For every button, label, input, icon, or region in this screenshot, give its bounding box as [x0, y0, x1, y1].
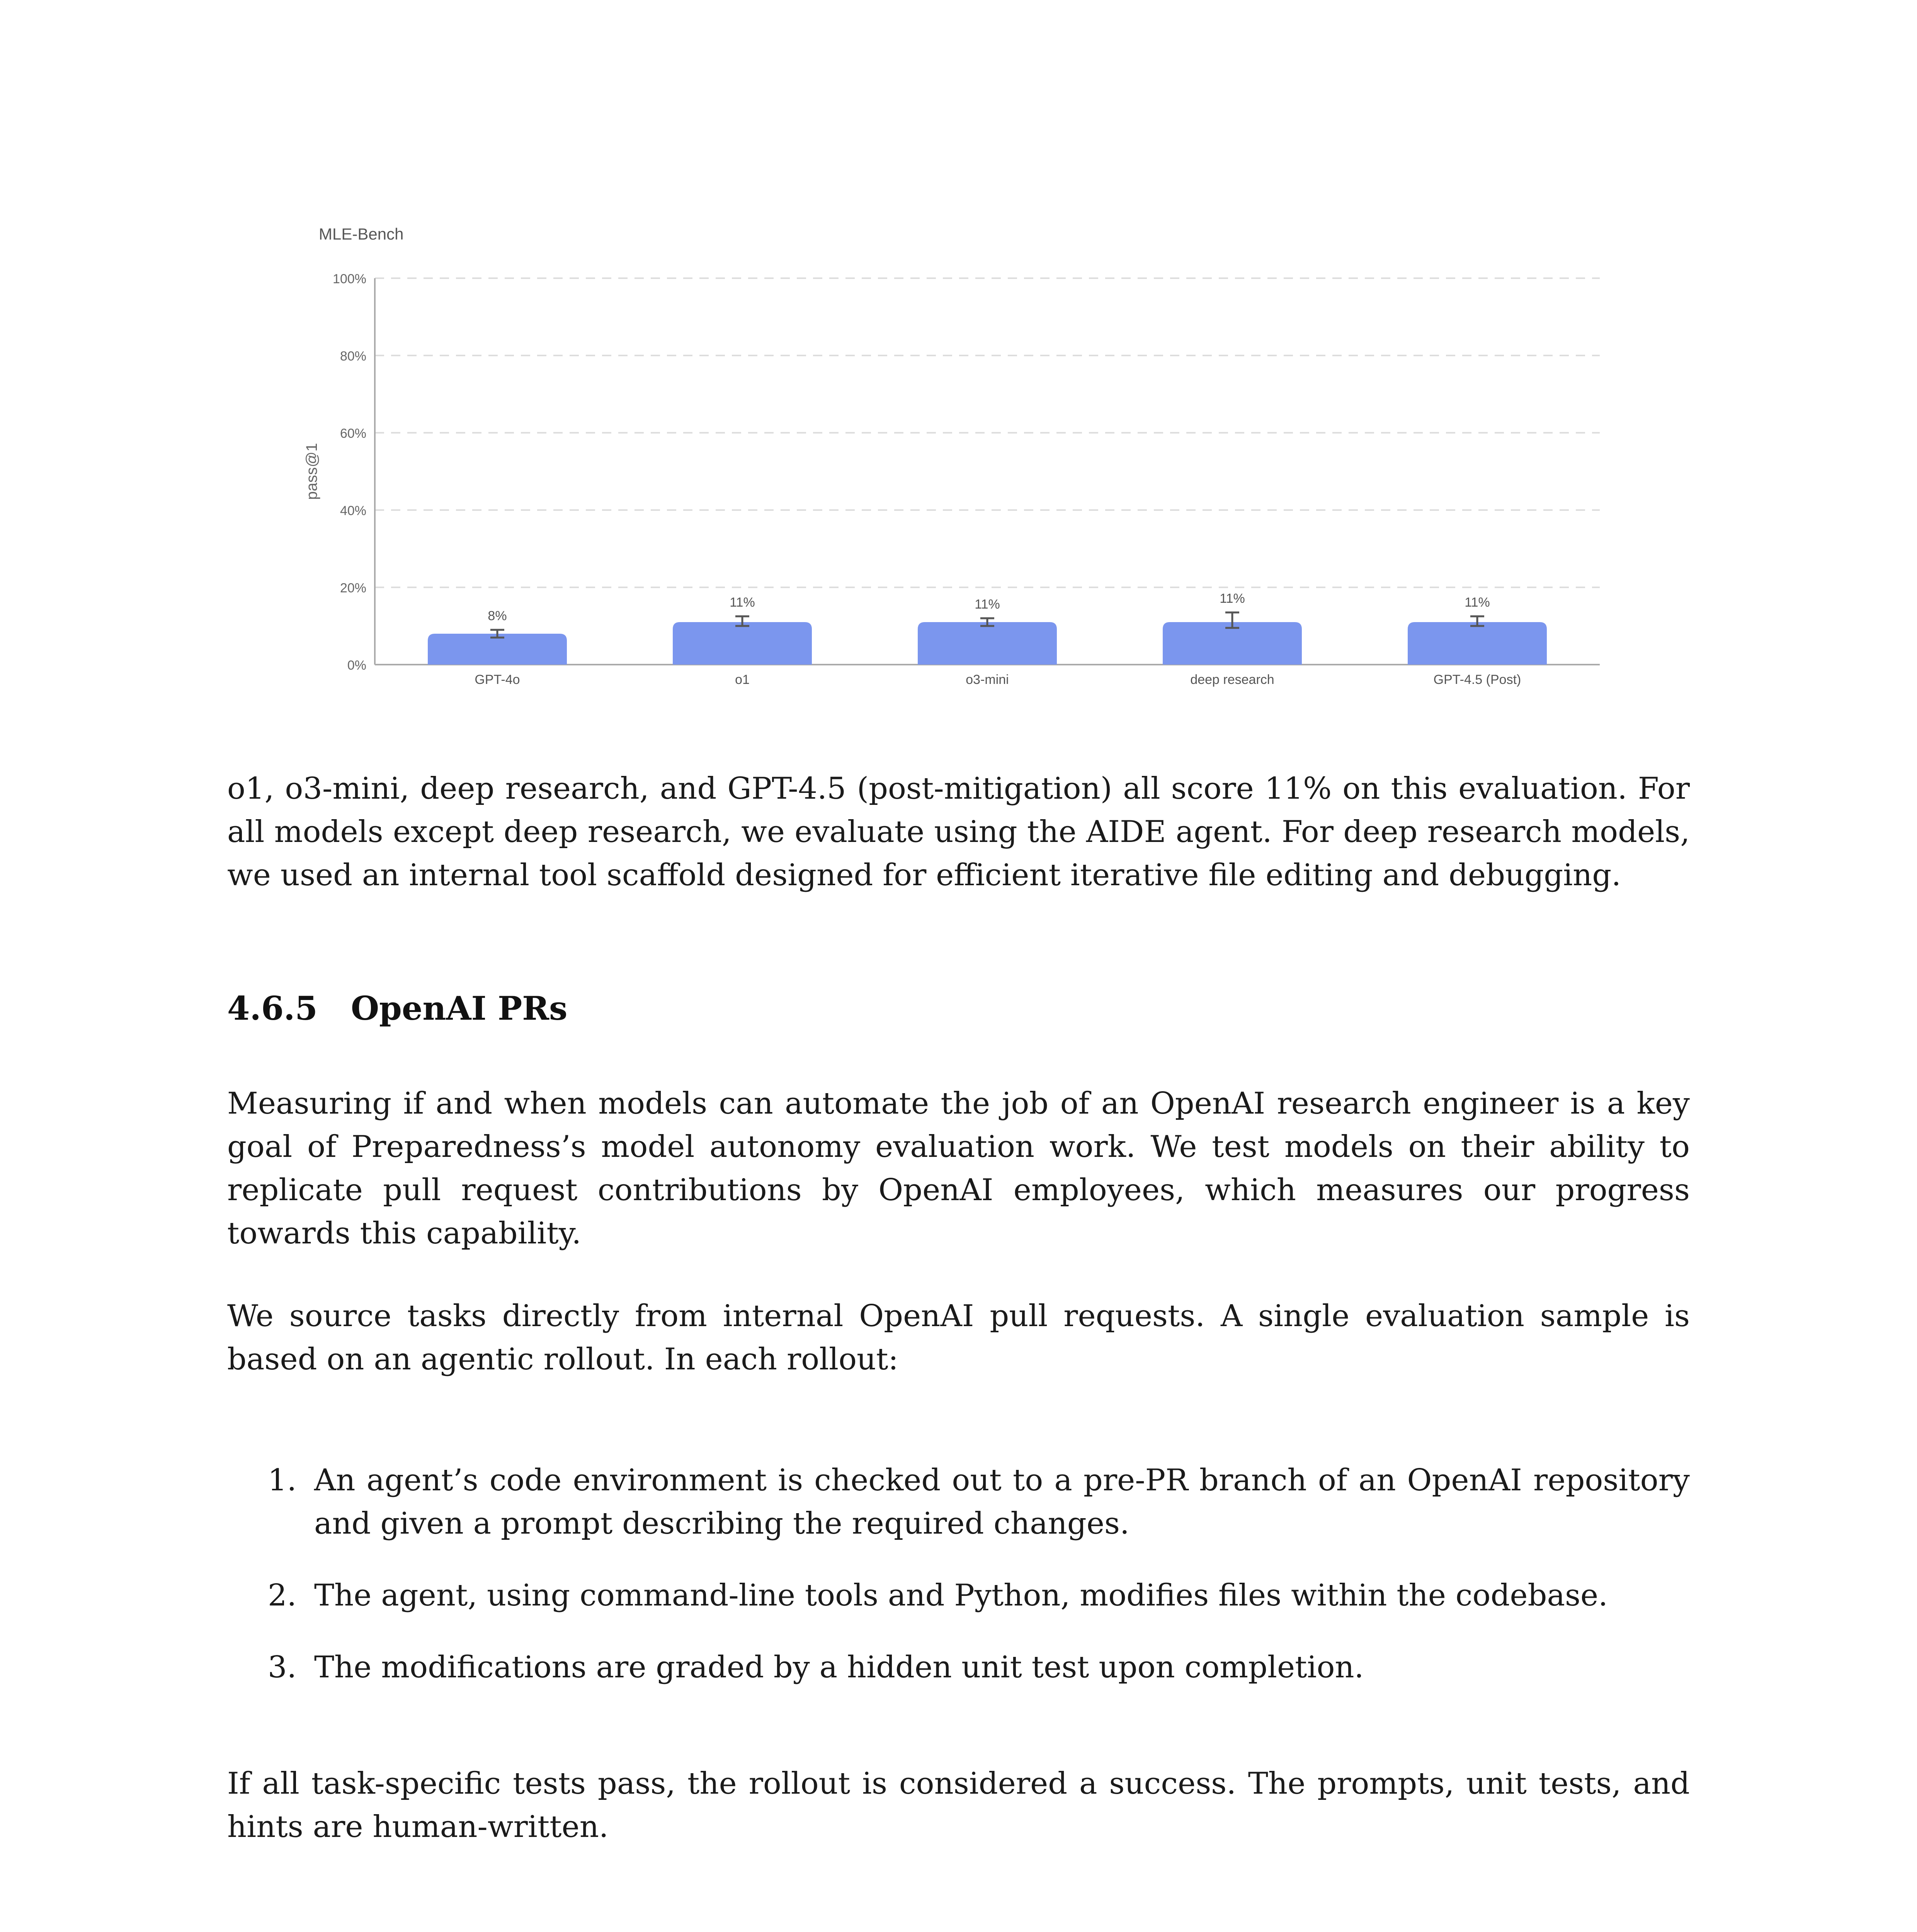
section-heading — [227, 989, 567, 1027]
x-tick-label: GPT-4.5 (Post) — [1433, 672, 1521, 687]
paragraph-results: o1, o3-mini, deep research, and GPT-4.5 (post-mitigation) all score 11% on this evaluation. For all models except deep research, we evaluate using the AIDE agent. For deep research models, we used an internal tool scaffold designed for efficient iterative file editing and debugging. — [227, 771, 1690, 893]
bar — [1408, 622, 1547, 665]
list-marker: 2. — [268, 1578, 297, 1613]
list-item-text: The modifications are graded by a hidden unit test upon completion. — [314, 1650, 1364, 1685]
y-tick-label: 20% — [340, 581, 366, 595]
paragraph-task-source: We source tasks directly from internal OpenAI pull requests. A single evaluation sample is based on an agentic rollout. In each rollout: — [227, 1299, 1690, 1377]
y-tick-label: 40% — [340, 503, 366, 518]
y-tick-label: 60% — [340, 426, 366, 441]
list-item — [227, 1646, 1690, 1689]
value-label: 11% — [1465, 595, 1490, 610]
x-tick-label: deep research — [1190, 672, 1274, 687]
x-tick-label: o3-mini — [966, 672, 1009, 687]
value-label: 8% — [488, 609, 507, 623]
list-item-text: An agent’s code environment is checked out to a pre-PR branch of an OpenAI repository and given a prompt describing the required changes. — [314, 1463, 1690, 1541]
section-number: 4.6.5 — [227, 989, 318, 1027]
value-label: 11% — [975, 597, 1000, 612]
x-tick-label: o1 — [735, 672, 750, 687]
list-marker: 1. — [268, 1463, 297, 1498]
value-label: 11% — [1220, 591, 1245, 606]
list-item — [227, 1574, 1690, 1617]
value-label: 11% — [730, 595, 755, 610]
bar — [673, 622, 812, 665]
list-marker: 3. — [268, 1650, 297, 1685]
section-title: OpenAI PRs — [351, 989, 568, 1027]
gridlines — [375, 278, 1600, 587]
y-tick-labels — [333, 272, 366, 673]
x-tick-label: GPT-4o — [475, 672, 520, 687]
mle-bench-chart — [286, 216, 1615, 699]
list-item-text: The agent, using command-line tools and Python, modifies files within the codebase. — [314, 1578, 1608, 1613]
y-axis-label: pass@1 — [303, 443, 320, 500]
bar — [918, 622, 1057, 665]
list-item — [227, 1459, 1690, 1545]
y-tick-label: 100% — [333, 272, 366, 286]
y-tick-label: 80% — [340, 349, 366, 364]
x-tick-labels — [475, 672, 1521, 687]
y-tick-label: 0% — [347, 658, 366, 673]
rollout-steps-list — [227, 1459, 1690, 1718]
chart-title: MLE-Bench — [319, 225, 404, 243]
bars — [428, 622, 1547, 665]
paragraph-success-criteria: If all task-specific tests pass, the rollout is considered a success. The prompts, unit tests, and hints are human-written. — [227, 1766, 1690, 1844]
paragraph-intro-prs: Measuring if and when models can automate the job of an OpenAI research engineer is a key goal of Preparedness’s model autonomy evaluation work. We test models on their ability to replicate pull request contributions by OpenAI employees, which measures our progress towards this capability. — [227, 1086, 1690, 1251]
